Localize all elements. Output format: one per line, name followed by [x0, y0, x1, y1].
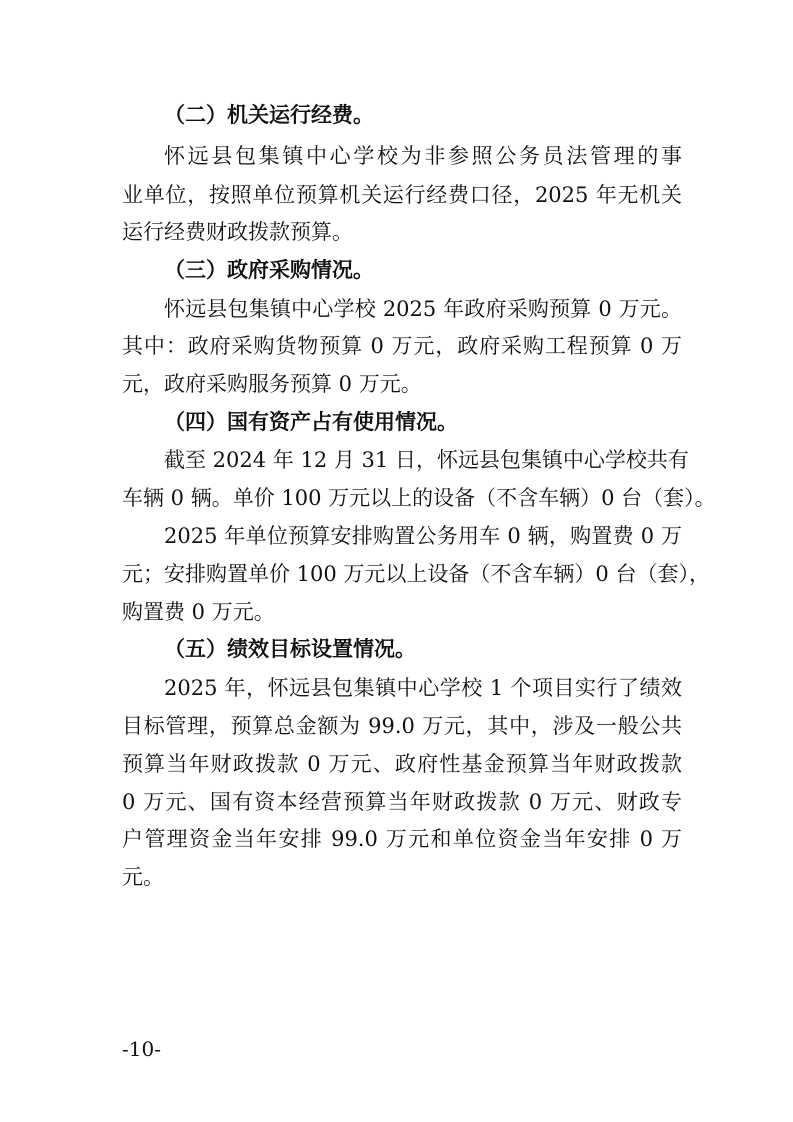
paragraph-line: 运行经费财政拨款预算。: [122, 220, 353, 244]
paragraph-line: 元，政府采购服务预算 0 万元。: [122, 372, 422, 396]
paragraph-line: 目标管理，预算总金额为 99.0 万元，其中，涉及一般公共: [122, 714, 682, 738]
paragraph-line: 车辆 0 辆。单价 100 万元以上的设备（不含车辆）0 台（套）。: [122, 486, 716, 510]
paragraph-line: 其中：政府采购货物预算 0 万元，政府采购工程预算 0 万: [122, 334, 682, 358]
paragraph-line: 怀远县包集镇中心学校 2025 年政府采购预算 0 万元。: [164, 297, 682, 321]
paragraph-line: 业单位，按照单位预算机关运行经费口径，2025 年无机关: [122, 183, 682, 207]
paragraph-line: 购置费 0 万元。: [122, 600, 275, 624]
paragraph-line: 怀远县包集镇中心学校为非参照公务员法管理的事: [164, 144, 682, 168]
paragraph-line: 0 万元、国有资本经营预算当年财政拨款 0 万元、财政专: [122, 790, 682, 814]
paragraph-line: 元；安排购置单价 100 万元以上设备（不含车辆）0 台（套），: [122, 562, 710, 586]
section-heading-5: （五）绩效目标设置情况。: [164, 637, 416, 661]
page-number: -10-: [122, 1037, 161, 1061]
section-heading-4: （四）国有资产占有使用情况。: [164, 410, 458, 434]
paragraph-line: 户管理资金当年安排 99.0 万元和单位资金当年安排 0 万: [122, 827, 682, 851]
paragraph-line: 截至 2024 年 12 月 31 日，怀远县包集镇中心学校共有: [164, 448, 689, 472]
section-heading-2: （二）机关运行经费。: [164, 103, 374, 127]
paragraph-line: 2025 年，怀远县包集镇中心学校 1 个项目实行了绩效: [164, 676, 682, 700]
paragraph-line: 元。: [122, 865, 164, 889]
paragraph-line: 预算当年财政拨款 0 万元、政府性基金预算当年财政拨款: [122, 752, 682, 776]
paragraph-line: 2025 年单位预算安排购置公务用车 0 辆，购置费 0 万: [164, 524, 682, 548]
section-heading-3: （三）政府采购情况。: [164, 258, 374, 282]
